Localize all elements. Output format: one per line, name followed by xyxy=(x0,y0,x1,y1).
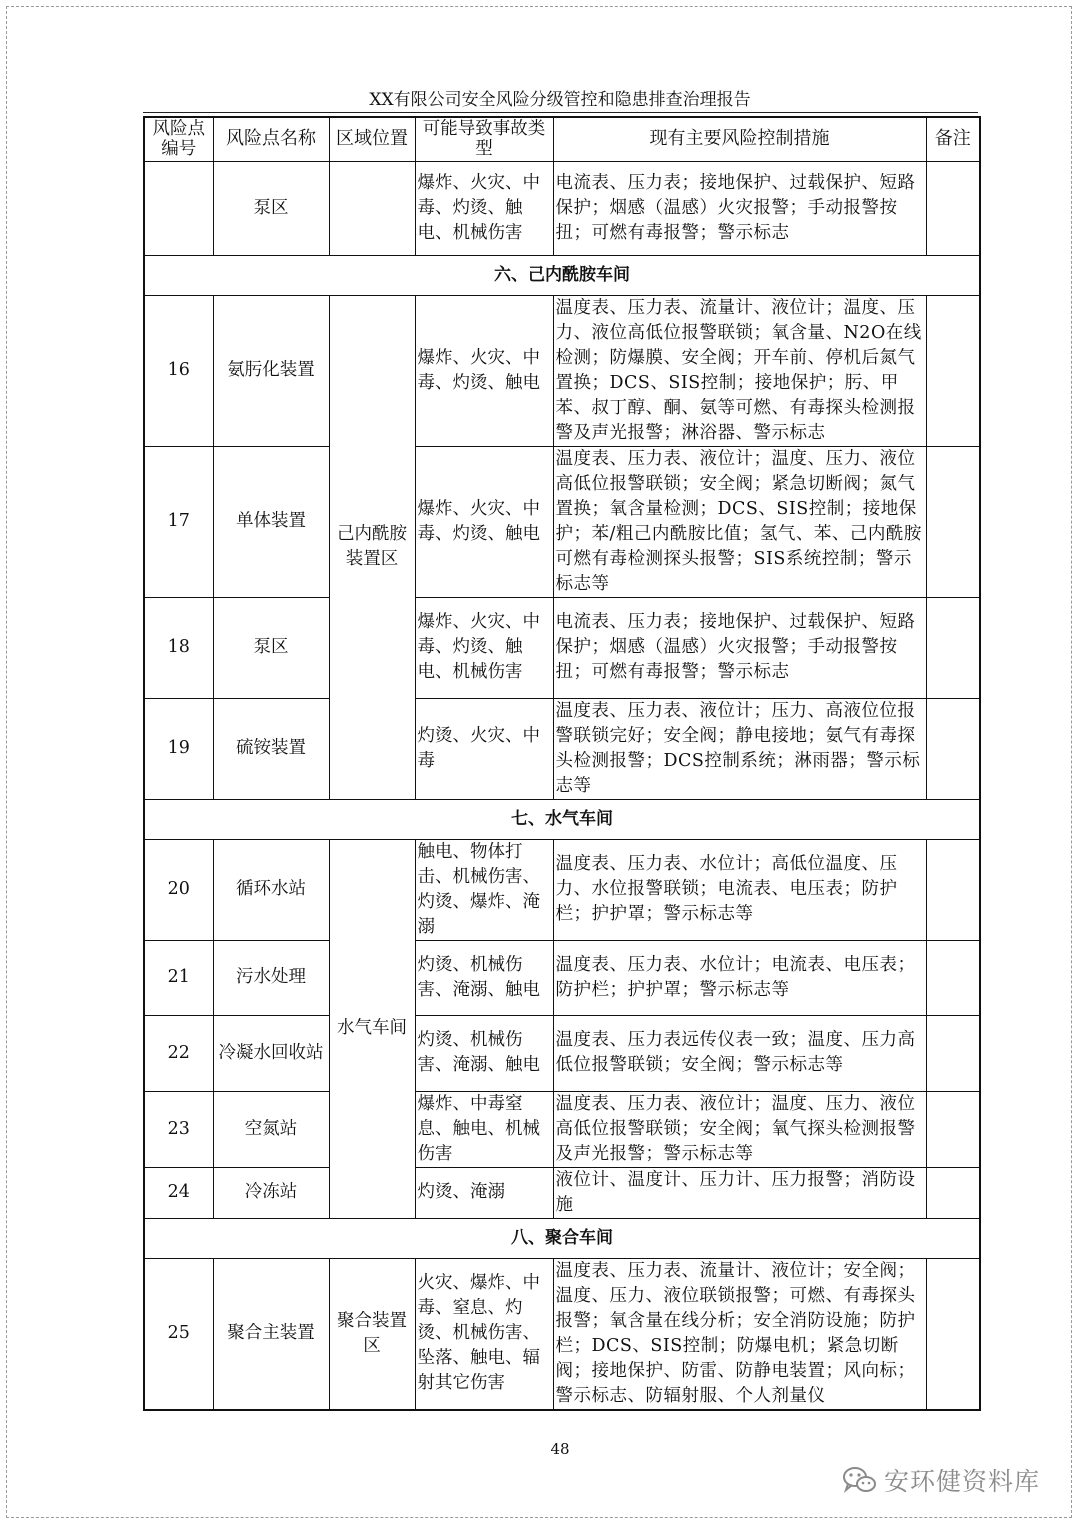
table-row xyxy=(144,295,980,446)
table-row xyxy=(144,1015,980,1091)
header-row xyxy=(144,117,980,161)
risk-id: 20 xyxy=(144,839,213,940)
risk-remark xyxy=(926,161,980,255)
risk-measures: 温度表、压力表、水位计；高低位温度、压力、水位报警联锁；电流表、电压表；防护栏；护护罩；警示标志等 xyxy=(553,839,926,940)
risk-measures: 温度表、压力表、流量计、液位计；温度、压力、液位高低位报警联锁；氧含量、N2O在线检测；防爆膜、安全阀；开车前、停机后氮气置换；DCS、SIS控制；接地保护；肟、甲苯、叔丁醇、酮、氨等可燃、有毒探头检测报警及声光报警；淋浴器、警示标志 xyxy=(553,295,926,446)
risk-remark xyxy=(926,839,980,940)
risk-accident: 爆炸、中毒窒息、触电、机械伤害 xyxy=(415,1091,553,1167)
table-row xyxy=(144,1167,980,1218)
watermark-text: 安环健资料库 xyxy=(884,1467,1041,1496)
section-row xyxy=(144,255,980,295)
risk-accident: 爆炸、火灾、中毒、灼烫、触电、机械伤害 xyxy=(415,161,553,255)
risk-area: 聚合装置区 xyxy=(329,1258,415,1410)
table-row xyxy=(144,1091,980,1167)
risk-id: 16 xyxy=(144,295,213,446)
risk-name: 冷凝水回收站 xyxy=(213,1015,329,1091)
risk-measures: 温度表、压力表、液位计；温度、压力、液位高低位报警联锁；安全阀；氧气探头检测报警及声光报警；警示标志等 xyxy=(553,1091,926,1167)
risk-id: 25 xyxy=(144,1258,213,1410)
section-title: 八、聚合车间 xyxy=(144,1218,980,1258)
risk-measures: 电流表、压力表；接地保护、过载保护、短路保护；烟感（温感）火灾报警；手动报警按扭；可燃有毒报警；警示标志 xyxy=(553,161,926,255)
risk-id: 18 xyxy=(144,597,213,698)
risk-control-table xyxy=(143,116,981,1411)
risk-accident: 灼烫、火灾、中毒 xyxy=(415,698,553,799)
risk-accident: 爆炸、火灾、中毒、灼烫、触电、机械伤害 xyxy=(415,597,553,698)
watermark xyxy=(842,1460,1052,1500)
risk-name: 泵区 xyxy=(213,161,329,255)
risk-measures: 温度表、压力表、液位计；温度、压力、液位高低位报警联锁；安全阀；紧急切断阀；氮气置换；氧含量检测；DCS、SIS控制；接地保护；苯/粗己内酰胺比值；氢气、苯、己内酰胺可燃有毒检测探头报警；SIS系统控制；警示标志等 xyxy=(553,446,926,597)
risk-name: 氨肟化装置 xyxy=(213,295,329,446)
risk-id xyxy=(144,161,213,255)
risk-accident: 灼烫、淹溺 xyxy=(415,1167,553,1218)
wechat-icon xyxy=(842,1465,878,1495)
title-rule xyxy=(143,112,978,113)
section-row xyxy=(144,1218,980,1258)
header-remark: 备注 xyxy=(926,117,980,161)
risk-area: 水气车间 xyxy=(329,839,415,1218)
risk-remark xyxy=(926,1258,980,1410)
table-row xyxy=(144,446,980,597)
risk-area: 己内酰胺装置区 xyxy=(329,295,415,799)
header-area: 区域位置 xyxy=(329,117,415,161)
risk-accident: 爆炸、火灾、中毒、灼烫、触电 xyxy=(415,446,553,597)
risk-name: 硫铵装置 xyxy=(213,698,329,799)
header-name: 风险点名称 xyxy=(213,117,329,161)
risk-name: 聚合主装置 xyxy=(213,1258,329,1410)
risk-id: 24 xyxy=(144,1167,213,1218)
risk-name: 冷冻站 xyxy=(213,1167,329,1218)
section-title: 七、水气车间 xyxy=(144,799,980,839)
risk-remark xyxy=(926,698,980,799)
risk-measures: 温度表、压力表远传仪表一致；温度、压力高低位报警联锁；安全阀；警示标志等 xyxy=(553,1015,926,1091)
risk-remark xyxy=(926,295,980,446)
risk-remark xyxy=(926,1015,980,1091)
header-id: 风险点编号 xyxy=(144,117,213,161)
risk-remark xyxy=(926,597,980,698)
table-row xyxy=(144,698,980,799)
risk-remark xyxy=(926,1167,980,1218)
risk-accident: 爆炸、火灾、中毒、灼烫、触电 xyxy=(415,295,553,446)
risk-name: 泵区 xyxy=(213,597,329,698)
risk-accident: 灼烫、机械伤害、淹溺、触电 xyxy=(415,940,553,1015)
document-title: XX有限公司安全风险分级管控和隐患排查治理报告 xyxy=(369,90,751,110)
section-row xyxy=(144,799,980,839)
table-row xyxy=(144,839,980,940)
risk-accident: 灼烫、机械伤害、淹溺、触电 xyxy=(415,1015,553,1091)
risk-measures: 电流表、压力表；接地保护、过载保护、短路保护；烟感（温感）火灾报警；手动报警按扭；可燃有毒报警；警示标志 xyxy=(553,597,926,698)
section-title: 六、己内酰胺车间 xyxy=(144,255,980,295)
risk-accident: 火灾、爆炸、中毒、窒息、灼烫、机械伤害、坠落、触电、辐射其它伤害 xyxy=(415,1258,553,1410)
table-row xyxy=(144,597,980,698)
risk-remark xyxy=(926,1091,980,1167)
risk-id: 21 xyxy=(144,940,213,1015)
risk-id: 19 xyxy=(144,698,213,799)
table-row xyxy=(144,940,980,1015)
risk-id: 23 xyxy=(144,1091,213,1167)
risk-id: 22 xyxy=(144,1015,213,1091)
risk-name: 循环水站 xyxy=(213,839,329,940)
table-row xyxy=(144,161,980,255)
header-accident: 可能导致事故类型 xyxy=(415,117,553,161)
risk-id: 17 xyxy=(144,446,213,597)
page-number: 48 xyxy=(550,1440,570,1458)
risk-remark xyxy=(926,446,980,597)
risk-measures: 温度表、压力表、液位计；压力、高液位位报警联锁完好；安全阀；静电接地；氨气有毒探头检测报警；DCS控制系统；淋雨器；警示标志等 xyxy=(553,698,926,799)
risk-remark xyxy=(926,940,980,1015)
risk-area xyxy=(329,161,415,255)
risk-measures: 温度表、压力表、流量计、液位计；安全阀；温度、压力、液位联锁报警；可燃、有毒探头报警；氧含量在线分析；安全消防设施；防护栏；DCS、SIS控制；防爆电机；紧急切断阀；接地保护、防雷、防静电装置；风向标；警示标志、防辐射服、个人剂量仪 xyxy=(553,1258,926,1410)
risk-name: 污水处理 xyxy=(213,940,329,1015)
table-row xyxy=(144,1258,980,1410)
risk-name: 单体装置 xyxy=(213,446,329,597)
risk-name: 空氮站 xyxy=(213,1091,329,1167)
risk-accident: 触电、物体打击、机械伤害、灼烫、爆炸、淹溺 xyxy=(415,839,553,940)
header-measures: 现有主要风险控制措施 xyxy=(553,117,926,161)
risk-measures: 温度表、压力表、水位计；电流表、电压表；防护栏；护护罩；警示标志等 xyxy=(553,940,926,1015)
risk-measures: 液位计、温度计、压力计、压力报警；消防设施 xyxy=(553,1167,926,1218)
